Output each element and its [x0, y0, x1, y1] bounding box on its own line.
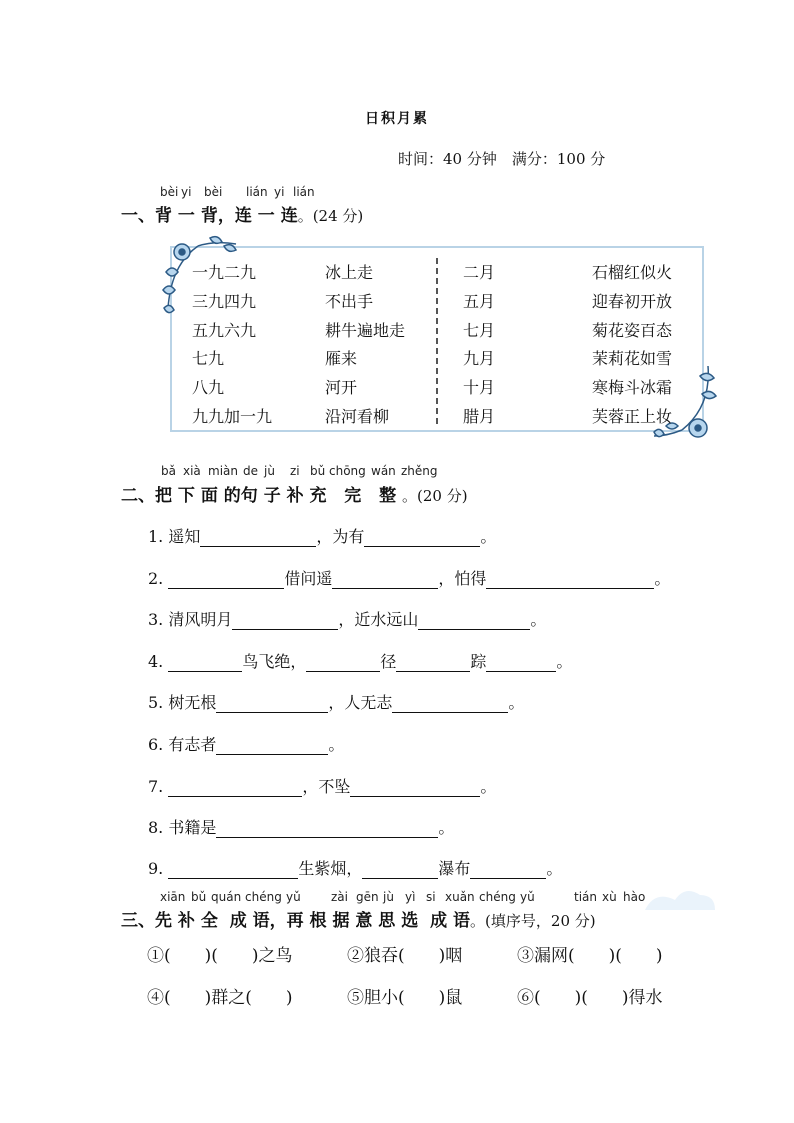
item-number: 2.: [148, 569, 164, 588]
section-number: 二、: [121, 486, 155, 506]
fill-sentence-2: [148, 566, 670, 589]
list-item: 雁来: [325, 349, 358, 368]
section-number: 一、: [121, 206, 155, 226]
pinyin: xià: [183, 464, 201, 478]
heading-char: (: [485, 912, 491, 930]
fill-sentence-7: [148, 774, 496, 797]
list-item: 冰上走: [325, 263, 374, 282]
pinyin: xuǎn: [445, 890, 475, 904]
answer-blank[interactable]: [168, 653, 242, 672]
pinyin: jù: [264, 464, 275, 478]
heading-char: 一: [177, 206, 195, 226]
pinyin: gēn: [356, 890, 379, 904]
heading-char: 先: [155, 911, 172, 931]
list-item: 耕牛遍地走: [325, 321, 406, 340]
heading-char: 成: [229, 911, 247, 931]
idiom-item[interactable]: ②狼吞( )咽: [347, 946, 463, 966]
sentence-text: ，人无志: [328, 693, 393, 712]
item-number: 9.: [148, 859, 164, 878]
list-item: 寒梅斗冰霜: [592, 378, 673, 397]
pinyin: yǔ: [520, 890, 535, 904]
heading-char: 背: [155, 206, 172, 226]
item-number: 8.: [148, 818, 164, 837]
sentence-text: 。: [530, 610, 547, 629]
pinyin: yi: [274, 185, 285, 199]
heading-char: 子: [263, 486, 281, 506]
heading-char: 完: [344, 486, 362, 506]
heading-char: 句: [240, 486, 258, 506]
list-item: 石榴红似火: [592, 263, 673, 282]
pinyin: si: [426, 890, 436, 904]
pinyin: miàn: [208, 464, 238, 478]
pinyin: xiān: [160, 890, 186, 904]
sentence-text: 鸟飞绝，: [242, 652, 307, 671]
pinyin: bǔ: [310, 464, 326, 478]
pinyin: bǔ: [191, 890, 207, 904]
list-item: 迎春初开放: [592, 292, 673, 311]
item-number: 6.: [148, 735, 164, 754]
heading-char: 号: [520, 912, 536, 930]
answer-blank[interactable]: [486, 570, 654, 589]
pinyin: bèi: [204, 185, 223, 199]
heading-char: ，: [269, 911, 287, 931]
item-number: 1.: [148, 527, 164, 546]
sentence-text: ，为有: [316, 527, 365, 546]
list-item: 七九: [192, 349, 225, 368]
answer-blank[interactable]: [392, 694, 508, 713]
heading-char: 再: [286, 911, 304, 931]
pinyin: chéng: [245, 890, 282, 904]
pinyin: xù: [602, 890, 617, 904]
section-number: 三、: [121, 911, 155, 931]
sentence-text: 。: [556, 652, 573, 671]
pinyin: zài: [331, 890, 348, 904]
time-info: 时间：40 分钟 满分：100 分: [398, 150, 606, 168]
sentence-text: ，怕得: [438, 569, 487, 588]
sentence-text: 。: [480, 527, 497, 546]
heading-char: 把: [155, 486, 172, 506]
sentence-text: 瀑布: [438, 859, 471, 878]
list-item: 一九二九: [192, 263, 257, 282]
pinyin: bèi: [160, 185, 179, 199]
list-item: 二月: [463, 263, 496, 282]
answer-blank[interactable]: [364, 528, 480, 547]
section-2-heading: [121, 481, 468, 506]
list-item: 七月: [463, 321, 496, 340]
sentence-text: 生紫烟，: [298, 859, 363, 878]
list-item: 茉莉花如雪: [592, 349, 673, 368]
section-1-heading: [121, 201, 363, 226]
answer-blank[interactable]: [306, 653, 380, 672]
sentence-text: 。: [654, 569, 671, 588]
heading-char: 选: [401, 911, 419, 931]
idiom-item[interactable]: ⑥( )( )得水: [517, 988, 663, 1008]
fill-sentence-6: [148, 732, 344, 755]
heading-char: 语: [452, 911, 470, 931]
item-number: 4.: [148, 652, 164, 671]
list-item: 河开: [325, 378, 358, 397]
sentence-text: 遥知: [168, 527, 201, 546]
heading-char: 语: [252, 911, 270, 931]
answer-blank[interactable]: [200, 528, 316, 547]
heading-char: 。: [469, 912, 485, 930]
section-points: 。(20 分): [401, 487, 468, 505]
answer-blank[interactable]: [332, 570, 438, 589]
pinyin: jù: [383, 890, 394, 904]
list-item: 芙蓉正上妆: [592, 407, 673, 426]
answer-blank[interactable]: [470, 860, 546, 879]
heading-char: 背: [200, 206, 218, 226]
list-item: 腊月: [463, 407, 496, 426]
heading-char: 填: [490, 912, 506, 930]
heading-char: ，: [217, 206, 235, 226]
pinyin: lián: [293, 185, 315, 199]
idiom-item[interactable]: ④( )群之( ): [147, 988, 293, 1008]
heading-char: 补: [286, 486, 304, 506]
heading-char: 思: [378, 911, 396, 931]
sentence-text: ，不坠: [302, 777, 351, 796]
heading-char: 连: [280, 206, 298, 226]
pinyin: zhěng: [401, 464, 438, 478]
heading-char: 补: [177, 911, 195, 931]
idiom-item[interactable]: ③漏网( )( ): [517, 946, 663, 966]
sentence-text: 书籍是: [168, 818, 217, 837]
sentence-text: 借问遥: [284, 569, 333, 588]
heading-char: 的: [223, 486, 241, 506]
item-number: 3.: [148, 610, 164, 629]
page-title: 日积月累: [365, 111, 429, 127]
pinyin: wán: [371, 464, 396, 478]
divider-line: [436, 258, 438, 424]
sentence-text: 有志者: [168, 735, 217, 754]
pinyin: tián: [574, 890, 597, 904]
answer-blank[interactable]: [362, 860, 438, 879]
pinyin: de: [243, 464, 258, 478]
list-item: 三九四九: [192, 292, 257, 311]
section-points: 。(24 分): [297, 207, 364, 225]
fill-sentence-4: [148, 649, 572, 672]
answer-blank[interactable]: [396, 653, 470, 672]
answer-blank[interactable]: [418, 611, 530, 630]
heading-char: 面: [200, 486, 218, 506]
fill-sentence-3: [148, 607, 546, 630]
heading-char: ，20 分): [535, 912, 596, 930]
answer-blank[interactable]: [168, 778, 302, 797]
sentence-text: 。: [480, 777, 497, 796]
list-item: 不出手: [325, 292, 374, 311]
sentence-text: 。: [438, 818, 455, 837]
pinyin: yǔ: [286, 890, 301, 904]
heading-char: 充: [309, 486, 327, 506]
pinyin: zi: [290, 464, 300, 478]
item-number: 7.: [148, 777, 164, 796]
sentence-text: 径: [380, 652, 397, 671]
heading-char: 连: [234, 206, 252, 226]
answer-blank[interactable]: [486, 653, 556, 672]
pinyin: chéng: [479, 890, 516, 904]
list-item: 十月: [463, 378, 496, 397]
pinyin: hào: [623, 890, 646, 904]
heading-char: 根: [309, 911, 327, 931]
heading-char: 整: [379, 486, 397, 506]
answer-blank[interactable]: [168, 860, 298, 879]
sentence-text: ，近水远山: [338, 610, 419, 629]
list-item: 五九六九: [192, 321, 257, 340]
list-item: 五月: [463, 292, 496, 311]
heading-char: 意: [355, 911, 373, 931]
sentence-text: 树无根: [168, 693, 217, 712]
heading-char: 一: [257, 206, 275, 226]
sentence-text: 。: [508, 693, 525, 712]
pinyin: chōng: [329, 464, 366, 478]
answer-blank[interactable]: [168, 570, 284, 589]
sentence-text: 。: [546, 859, 563, 878]
list-item: 九九加一九: [192, 407, 273, 426]
fill-sentence-5: [148, 690, 524, 713]
fill-sentence-9: [148, 856, 562, 879]
item-number: 5.: [148, 693, 164, 712]
answer-blank[interactable]: [216, 819, 438, 838]
pinyin: lián: [246, 185, 268, 199]
heading-char: 全: [200, 911, 218, 931]
sentence-text: 清风明月: [168, 610, 233, 629]
heading-char: 成: [430, 911, 448, 931]
heading-char: 下: [177, 486, 195, 506]
pinyin: yì: [405, 890, 416, 904]
list-item: 八九: [192, 378, 225, 397]
idiom-item[interactable]: ⑤胆小( )鼠: [347, 988, 463, 1008]
answer-blank[interactable]: [216, 694, 328, 713]
heading-char: 据: [332, 911, 350, 931]
sentence-text: 。: [328, 735, 345, 754]
fill-sentence-1: [148, 524, 496, 547]
answer-blank[interactable]: [232, 611, 338, 630]
pinyin: yi: [181, 185, 192, 199]
idiom-item[interactable]: ①( )( )之鸟: [147, 946, 293, 966]
answer-blank[interactable]: [350, 778, 480, 797]
list-item: 九月: [463, 349, 496, 368]
list-item: 菊花姿百态: [592, 321, 673, 340]
section-3-heading: [121, 906, 596, 931]
pinyin: bǎ: [161, 464, 176, 478]
cloud-decoration-icon: [640, 880, 720, 920]
fill-sentence-8: [148, 815, 454, 838]
list-item: 沿河看柳: [325, 407, 390, 426]
answer-blank[interactable]: [216, 736, 328, 755]
heading-char: 序: [505, 912, 521, 930]
pinyin: quán: [211, 890, 242, 904]
sentence-text: 踪: [470, 652, 487, 671]
